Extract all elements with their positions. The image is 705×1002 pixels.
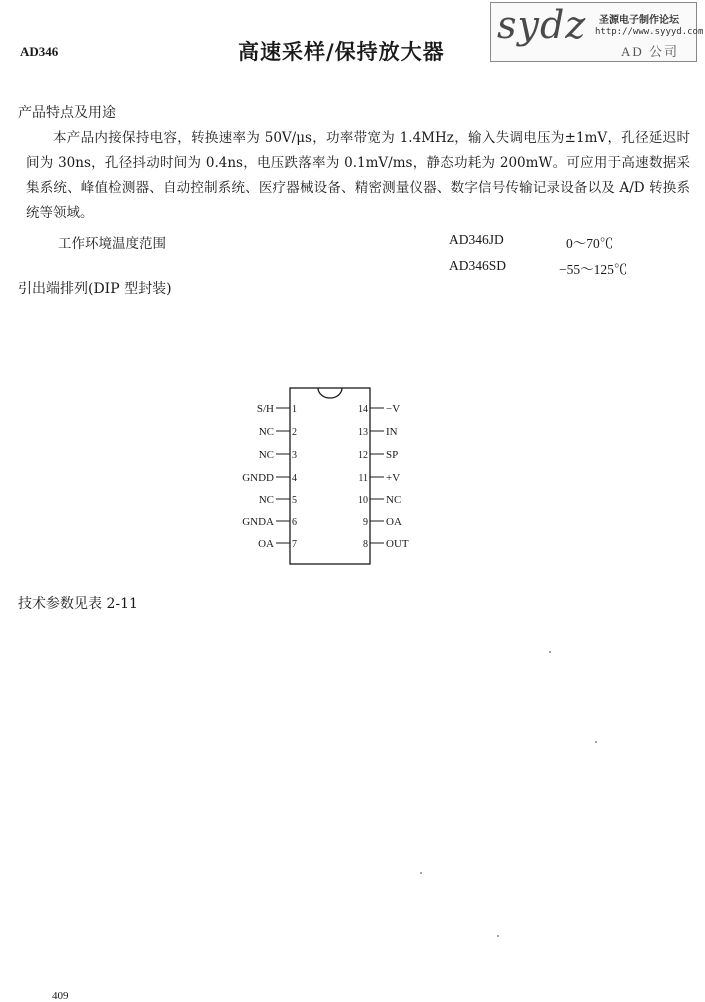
left-pin-3-name: NC xyxy=(258,449,274,461)
left-pin-1 xyxy=(257,403,297,415)
left-pin-2-name: NC xyxy=(258,426,274,438)
right-pin-8-name: OUT xyxy=(386,538,409,550)
left-pin-3-num: 3 xyxy=(292,450,297,461)
logo-mark: sydz xyxy=(497,3,587,47)
left-pin-5-name: NC xyxy=(258,494,274,506)
right-pin-9-name: OA xyxy=(386,516,402,528)
scan-speck xyxy=(595,741,597,743)
pinout-heading: 引出端排列(DIP 型封装) xyxy=(18,281,172,297)
right-pin-13-name: IN xyxy=(386,426,398,438)
right-pin-14 xyxy=(358,403,400,415)
left-pin-4 xyxy=(242,472,297,484)
left-pin-2 xyxy=(259,426,297,438)
left-pin-6-name: GNDA xyxy=(242,516,274,528)
temp-range-2: −55～125℃ xyxy=(559,262,628,277)
scan-speck xyxy=(420,872,422,874)
left-pin-3 xyxy=(259,449,297,461)
right-pin-10-name: NC xyxy=(386,494,402,506)
right-pin-11-num: 11 xyxy=(358,473,368,484)
dip-package-diagram xyxy=(240,380,440,570)
right-pin-12 xyxy=(358,449,398,461)
left-pin-4-name: GNDD xyxy=(242,472,274,484)
right-pin-9 xyxy=(363,516,402,528)
left-pin-1-num: 1 xyxy=(292,404,297,415)
temperature-label: 工作环境温度范围 xyxy=(58,236,166,252)
right-pin-13-num: 13 xyxy=(358,427,368,438)
left-pin-5 xyxy=(259,494,297,506)
scan-speck xyxy=(497,935,499,937)
left-pin-6 xyxy=(242,516,297,528)
left-pin-1-name: S/H xyxy=(256,403,274,415)
right-pin-14-name: −V xyxy=(386,403,401,415)
spec-table-reference: 技术参数见表 2-11 xyxy=(18,596,138,612)
right-pin-11-name: +V xyxy=(386,472,401,484)
right-pin-12-name: SP xyxy=(386,449,399,461)
temp-range-1: 0～70℃ xyxy=(566,236,614,251)
right-pin-14-num: 14 xyxy=(358,404,368,415)
pin1-notch xyxy=(318,388,342,398)
site-logo[interactable] xyxy=(490,2,704,62)
left-pin-2-num: 2 xyxy=(292,427,297,438)
left-pin-5-num: 5 xyxy=(292,495,297,506)
left-pin-4-num: 4 xyxy=(292,473,297,484)
right-pin-12-num: 12 xyxy=(358,450,368,461)
left-pin-7 xyxy=(258,538,297,550)
temp-part-2: AD346SD xyxy=(449,258,507,273)
right-pin-10 xyxy=(358,494,401,506)
page-title: 高速采样/保持放大器 xyxy=(238,39,445,64)
left-pin-6-num: 6 xyxy=(292,517,297,528)
features-paragraph: 本产品内接保持电容，转换速率为 50V/μs，功率带宽为 1.4MHz，输入失调电压为±1mV，孔径延迟时间为 30ns，孔径抖动时间为 0.4ns，电压跌落率为 0.1mV/ms，静态功耗为 200mW。可应用于高速数据采集系统、峰值检测器、自动控制系统、医疗器械设备、精密测量仪器、数字信号传输记录设备以及 A/D 转换系统等领域。 xyxy=(26,130,690,221)
logo-company: AD 公司 xyxy=(621,44,680,59)
page-number: 409 xyxy=(52,990,69,1002)
left-pin-7-name: OA xyxy=(258,538,274,550)
right-pin-8-num: 8 xyxy=(363,539,368,550)
right-pin-9-num: 9 xyxy=(363,517,368,528)
temp-part-1: AD346JD xyxy=(449,232,504,247)
right-pin-10-num: 10 xyxy=(358,495,368,506)
part-code: AD346 xyxy=(20,44,59,59)
logo-url[interactable]: http://www.syyyd.com xyxy=(595,27,704,37)
scan-speck xyxy=(549,651,551,653)
right-pin-11 xyxy=(358,472,400,484)
logo-site-name: 圣源电子制作论坛 xyxy=(599,15,679,26)
right-pin-13 xyxy=(358,426,398,438)
features-heading: 产品特点及用途 xyxy=(18,105,116,121)
left-pin-7-num: 7 xyxy=(292,539,297,550)
